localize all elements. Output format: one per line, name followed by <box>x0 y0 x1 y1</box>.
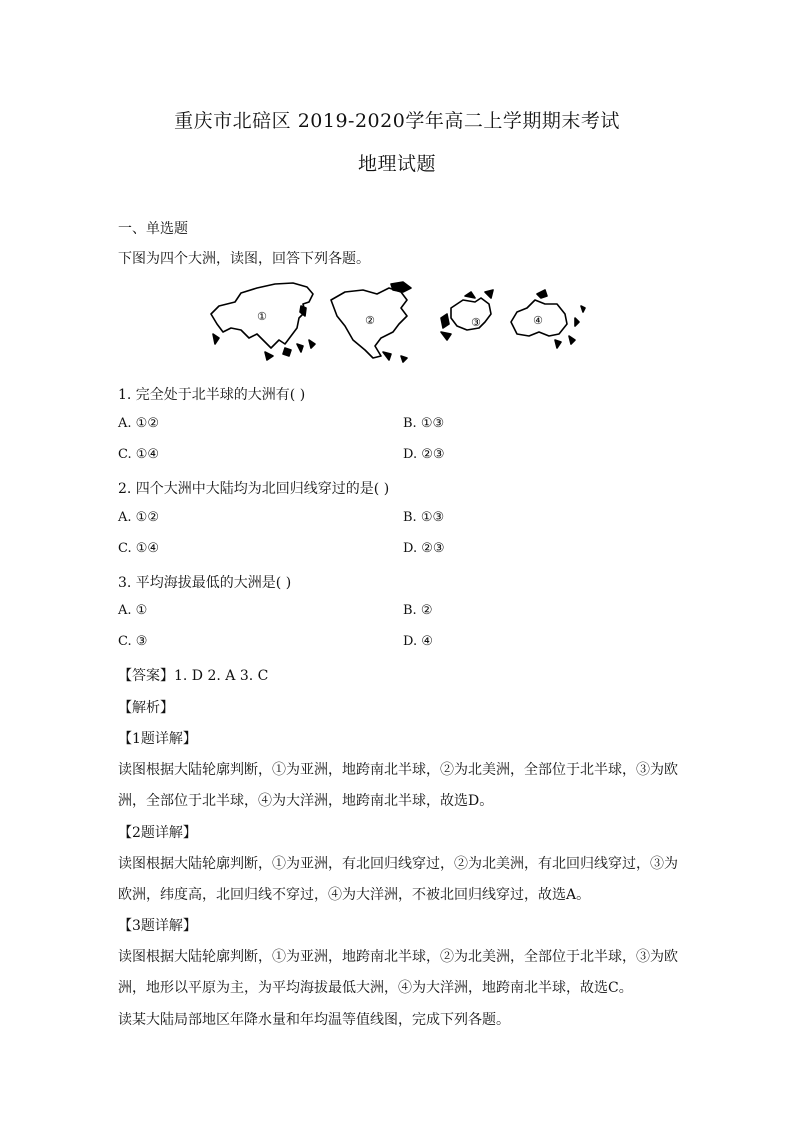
answer-line: 【答案】1. D 2. A 3. C <box>118 668 269 684</box>
q2-option-c: C. ①④ <box>118 541 160 556</box>
map-label-2: ② <box>365 314 375 327</box>
q1-option-c: C. ①④ <box>118 447 160 462</box>
q3-option-a: A. ① <box>118 603 148 618</box>
detail-1-line-2: 洲，全部位于北半球，④为大洋洲，地跨南北半球，故选D。 <box>118 793 494 809</box>
intro-text: 下图为四个大洲，读图，回答下列各题。 <box>118 251 370 267</box>
q1-option-d: D. ②③ <box>403 447 445 462</box>
section-title: 一、单选题 <box>118 221 188 237</box>
q1-option-a: A. ①② <box>118 416 159 431</box>
europe-outline <box>441 290 493 340</box>
q3-option-d: D. ④ <box>403 634 433 649</box>
detail-2-line-2: 欧洲，纬度高，北回归线不穿过，④为大洋洲，不被北回归线穿过，故选A。 <box>118 887 591 903</box>
detail-3-heading: 【3题详解】 <box>118 918 197 934</box>
q3-option-b: B. ② <box>403 603 433 618</box>
question-1-stem: 1. 完全处于北半球的大洲有( ) <box>118 387 306 403</box>
question-3-stem: 3. 平均海拔最低的大洲是( ) <box>118 575 292 591</box>
next-section-intro: 读某大陆局部地区年降水量和年均温等值线图，完成下列各题。 <box>118 1012 510 1028</box>
detail-2-heading: 【2题详解】 <box>118 825 197 841</box>
map-label-4: ④ <box>533 314 543 327</box>
q2-option-d: D. ②③ <box>403 541 445 556</box>
detail-2-line-1: 读图根据大陆轮廓判断，①为亚洲，有北回归线穿过，②为北美洲，有北回归线穿过，③为 <box>118 856 678 872</box>
continents-map <box>205 278 590 364</box>
q2-option-b: B. ①③ <box>403 510 445 525</box>
detail-3-line-2: 洲，地形以平原为主，为平均海拔最低大洲，④为大洋洲，地跨南北半球，故选C。 <box>118 980 633 996</box>
detail-1-line-1: 读图根据大陆轮廓判断，①为亚洲，地跨南北半球，②为北美洲，全部位于北半球，③为欧 <box>118 762 678 778</box>
detail-3-line-1: 读图根据大陆轮廓判断，①为亚洲，地跨南北半球，②为北美洲，全部位于北半球，③为欧 <box>118 949 678 965</box>
q2-option-a: A. ①② <box>118 510 159 525</box>
detail-1-heading: 【1题详解】 <box>118 731 197 747</box>
page-title: 重庆市北碚区 2019-2020学年高二上学期期末考试 <box>174 110 620 132</box>
map-label-1: ① <box>257 310 267 323</box>
page-subtitle: 地理试题 <box>357 153 436 175</box>
oceania-outline <box>511 290 585 348</box>
question-2-stem: 2. 四个大洲中大陆均为北回归线穿过的是( ) <box>118 481 390 497</box>
analysis-title: 【解析】 <box>118 700 174 716</box>
q1-option-b: B. ①③ <box>403 416 445 431</box>
map-label-3: ③ <box>471 316 481 329</box>
q3-option-c: C. ③ <box>118 634 148 649</box>
